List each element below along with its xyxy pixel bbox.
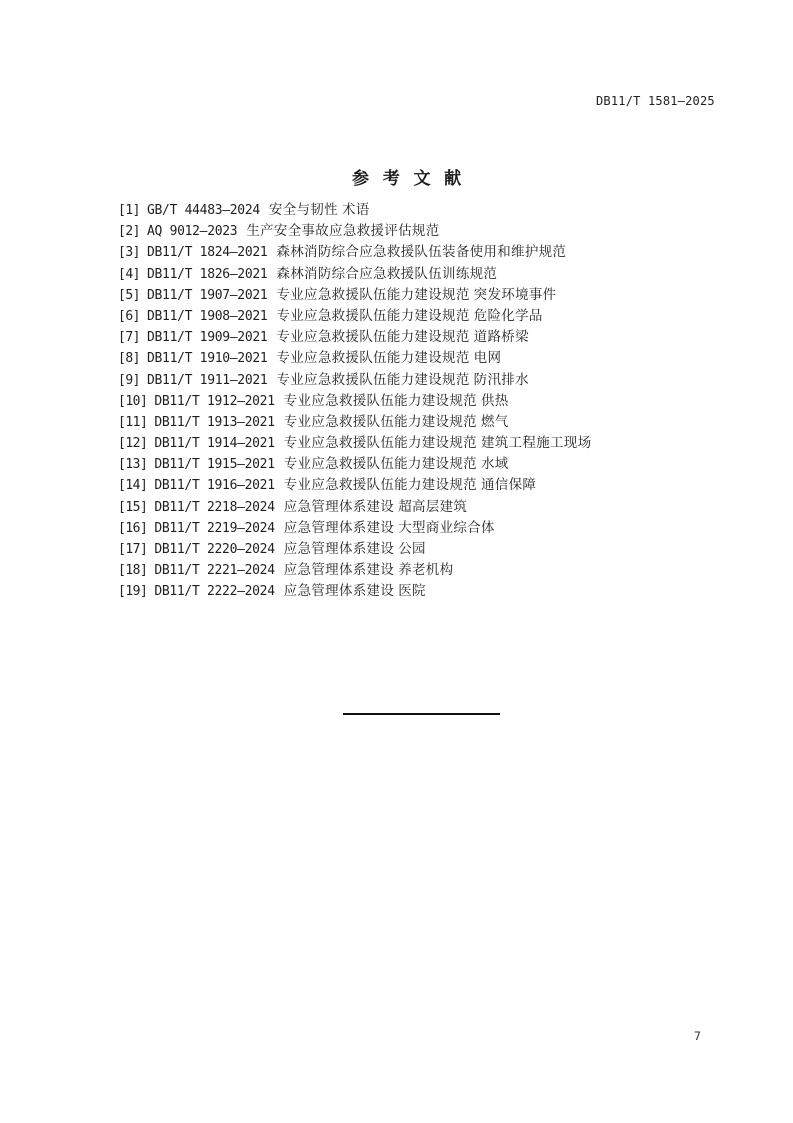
reference-standard-code: DB11/T 1910—2021	[146, 351, 268, 367]
reference-index: [12]	[118, 436, 148, 452]
reference-title: 应急管理体系建设 大型商业综合体	[283, 519, 495, 535]
reference-standard-code: DB11/T 1824—2021	[146, 245, 268, 261]
reference-standard-code: AQ 9012—2023	[146, 224, 238, 240]
reference-standard-code: DB11/T 1909—2021	[146, 330, 268, 346]
reference-title: 专业应急救援队伍能力建设规范 突发环境事件	[276, 286, 557, 302]
reference-standard-code: DB11/T 1916—2021	[154, 478, 275, 494]
reference-standard-code: DB11/T 2218—2024	[154, 499, 275, 515]
reference-standard-code: DB11/T 1908—2021	[146, 308, 268, 324]
page-title: 参 考 文 献	[352, 169, 465, 188]
reference-title: 专业应急救援队伍能力建设规范 电网	[276, 350, 502, 366]
reference-title: 森林消防综合应急救援队伍训练规范	[276, 265, 498, 281]
standard-number-header: DB11/T 1581—2025	[596, 94, 715, 108]
reference-index: [18]	[118, 563, 148, 579]
reference-index: [7]	[118, 330, 140, 346]
references-list	[118, 199, 753, 602]
reference-index: [1]	[118, 203, 140, 218]
reference-item	[118, 411, 753, 432]
reference-index: [5]	[118, 287, 140, 303]
reference-title: 应急管理体系建设 超高层建筑	[283, 498, 468, 514]
reference-item	[118, 538, 753, 559]
reference-standard-code: DB11/T 1907—2021	[146, 287, 268, 303]
reference-item	[118, 199, 753, 220]
reference-index: [3]	[118, 245, 140, 261]
reference-index: [11]	[118, 414, 148, 430]
reference-item	[118, 347, 753, 368]
reference-item	[118, 284, 753, 305]
reference-item	[118, 241, 753, 262]
reference-index: [17]	[118, 542, 148, 557]
reference-title: 专业应急救援队伍能力建设规范 燃气	[283, 413, 509, 429]
reference-item	[118, 305, 753, 326]
reference-standard-code: GB/T 44483—2024	[146, 203, 260, 218]
reference-item	[118, 369, 753, 390]
reference-index: [15]	[118, 499, 148, 515]
reference-standard-code: DB11/T 2222—2024	[154, 584, 275, 600]
reference-index: [8]	[118, 351, 140, 367]
reference-index: [13]	[118, 457, 148, 473]
reference-item	[118, 432, 753, 453]
reference-title: 专业应急救援队伍能力建设规范 防汛排水	[276, 371, 529, 387]
reference-standard-code: DB11/T 1826—2021	[146, 266, 268, 282]
reference-title: 专业应急救援队伍能力建设规范 通信保障	[283, 477, 537, 493]
reference-standard-code: DB11/T 1915—2021	[154, 457, 275, 473]
reference-standard-code: DB11/T 1914—2021	[154, 436, 275, 452]
reference-standard-code: DB11/T 1911—2021	[146, 372, 268, 388]
reference-standard-code: DB11/T 1912—2021	[154, 393, 275, 409]
reference-standard-code: DB11/T 1913—2021	[154, 414, 275, 430]
reference-item	[118, 263, 753, 284]
reference-title: 专业应急救援队伍能力建设规范 供热	[283, 392, 509, 408]
reference-index: [14]	[118, 478, 148, 494]
reference-item	[118, 517, 753, 538]
reference-title: 专业应急救援队伍能力建设规范 建筑工程施工现场	[283, 435, 592, 451]
reference-standard-code: DB11/T 2220—2024	[154, 542, 275, 557]
end-of-document-rule	[343, 713, 500, 715]
reference-index: [6]	[118, 308, 140, 324]
reference-title: 应急管理体系建设 公园	[283, 541, 426, 556]
reference-title: 森林消防综合应急救援队伍装备使用和维护规范	[276, 244, 567, 260]
reference-item	[118, 474, 753, 495]
reference-title: 安全与韧性 术语	[268, 202, 370, 217]
reference-title: 专业应急救援队伍能力建设规范 危险化学品	[276, 307, 543, 323]
reference-index: [9]	[118, 372, 140, 388]
reference-item	[118, 220, 753, 241]
reference-index: [4]	[118, 266, 140, 282]
reference-title: 应急管理体系建设 养老机构	[283, 562, 454, 578]
reference-title: 专业应急救援队伍能力建设规范 水域	[283, 456, 509, 472]
reference-item	[118, 580, 753, 601]
reference-title: 应急管理体系建设 医院	[283, 583, 426, 599]
reference-item	[118, 326, 753, 347]
reference-item	[118, 559, 753, 580]
reference-index: [10]	[118, 393, 148, 409]
reference-title: 专业应急救援队伍能力建设规范 道路桥梁	[276, 329, 529, 345]
reference-item	[118, 496, 753, 517]
reference-item	[118, 390, 753, 411]
reference-index: [19]	[118, 584, 148, 600]
reference-standard-code: DB11/T 2219—2024	[154, 520, 275, 536]
reference-index: [2]	[118, 224, 140, 240]
reference-title: 生产安全事故应急救援评估规范	[246, 223, 440, 239]
reference-standard-code: DB11/T 2221—2024	[154, 563, 275, 579]
page-number: 7	[694, 1029, 701, 1043]
reference-index: [16]	[118, 520, 148, 536]
reference-item	[118, 453, 753, 474]
